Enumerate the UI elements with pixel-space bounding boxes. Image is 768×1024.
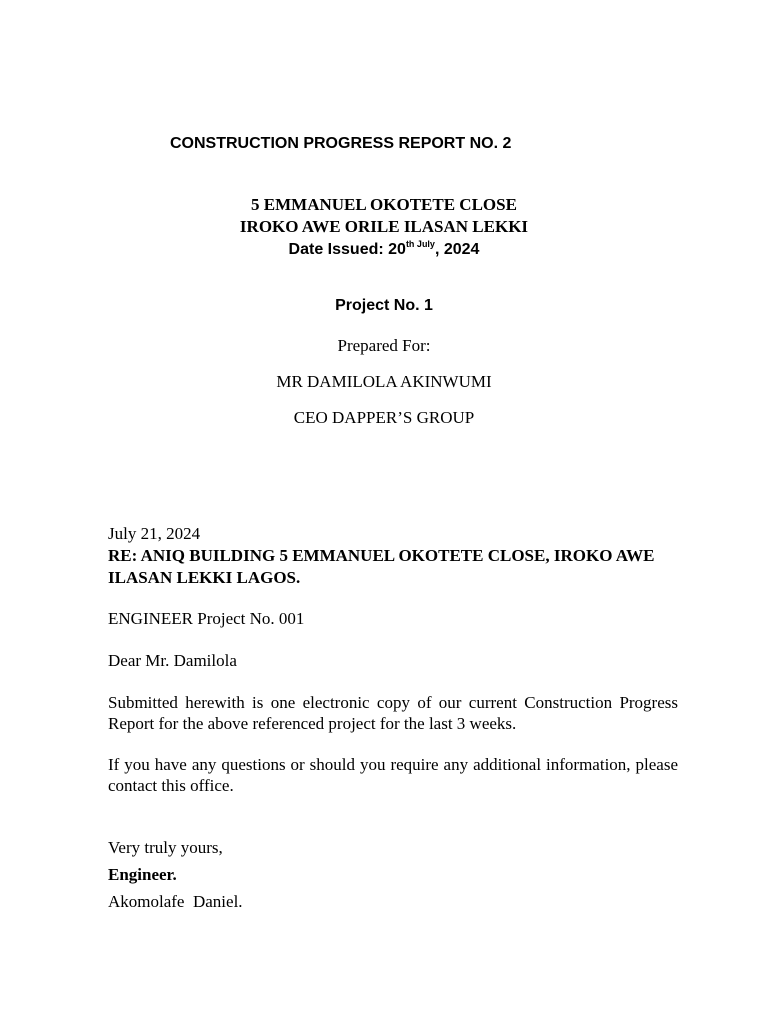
signatory-name: Akomolafe Daniel. <box>108 892 243 911</box>
client-name: MR DAMILOLA AKINWUMI <box>276 372 492 391</box>
address-line-1: 5 EMMANUEL OKOTETE CLOSE <box>251 195 517 214</box>
re-line-1: RE: ANIQ BUILDING 5 EMMANUEL OKOTETE CLOSE, IROKO AWE <box>108 546 655 565</box>
body-paragraph-2: If you have any questions or should you require any additional information, please contact this office. <box>108 755 678 795</box>
body-paragraph-1: Submitted herewith is one electronic copy of our current Construction Progress Report for the above referenced project for the last 3 weeks. <box>108 693 678 733</box>
signatory-role: Engineer. <box>108 865 177 884</box>
letter-date: July 21, 2024 <box>108 524 201 543</box>
closing: Very truly yours, <box>108 838 223 857</box>
re-line-2: ILASAN LEKKI LAGOS. <box>108 568 301 587</box>
date-issued-suffix: , 2024 <box>434 241 480 258</box>
client-title: CEO DAPPER’S GROUP <box>293 408 475 427</box>
report-title: CONSTRUCTION PROGRESS REPORT NO. 2 <box>170 135 512 152</box>
date-issued <box>0 239 768 260</box>
salutation: Dear Mr. Damilola <box>108 651 237 670</box>
date-issued-superscript: th July <box>405 239 435 249</box>
date-issued-prefix: Date Issued: 20 <box>288 241 406 258</box>
prepared-for-label: Prepared For: <box>337 336 431 355</box>
engineer-project-number: ENGINEER Project No. 001 <box>108 609 305 628</box>
address-line-2: IROKO AWE ORILE ILASAN LEKKI <box>239 217 529 236</box>
project-number: Project No. 1 <box>335 297 433 314</box>
